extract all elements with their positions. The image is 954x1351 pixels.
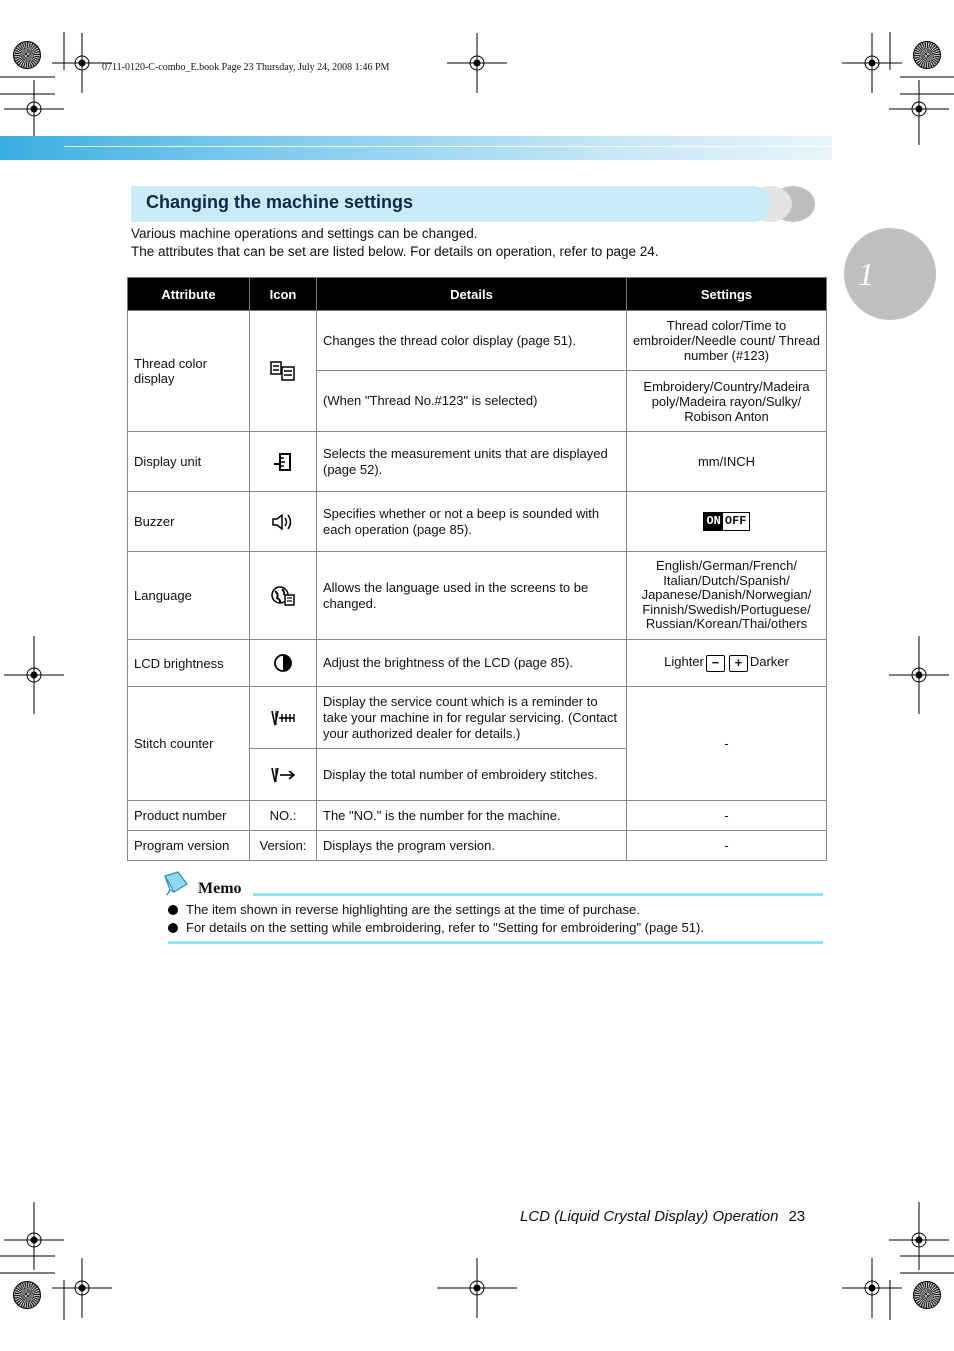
- total-count-icon: [270, 765, 296, 785]
- bullet-icon: [168, 923, 178, 933]
- table-row: [128, 640, 827, 687]
- top-color-band: [0, 136, 832, 160]
- table-row: [128, 687, 827, 749]
- table-header-row: [128, 278, 827, 311]
- memo-item: [168, 902, 640, 917]
- icon-cell: [250, 432, 317, 492]
- attribute-product-number: Product number: [128, 801, 250, 831]
- page-footer: [520, 1208, 805, 1225]
- table-row: [128, 492, 827, 552]
- product-number-icon-text: NO.:: [250, 801, 317, 831]
- settings-lcd-brightness: [627, 640, 827, 687]
- attribute-stitch-counter: Stitch counter: [128, 687, 250, 801]
- attribute-thread-color: Thread color display: [128, 311, 250, 432]
- memo-rule-top: [253, 893, 823, 896]
- darker-label: Darker: [749, 654, 789, 670]
- speaker-icon: [271, 512, 295, 532]
- on-label: ON: [706, 514, 721, 528]
- lighter-label: Lighter: [664, 654, 704, 670]
- header-settings: Settings: [627, 278, 827, 311]
- table-row: [128, 831, 827, 861]
- settings-stitch-counter: -: [627, 687, 827, 801]
- chapter-number: 1: [858, 256, 874, 292]
- table-row: [128, 311, 827, 371]
- settings-product-number: -: [627, 801, 827, 831]
- table-row: [128, 552, 827, 640]
- settings-thread-brand: Embroidery/Country/Madeira poly/Madeira rayon/Sulky/ Robison Anton: [627, 371, 827, 432]
- settings-program-version: -: [627, 831, 827, 861]
- icon-cell: [250, 749, 317, 801]
- bullet-icon: [168, 905, 178, 915]
- memo-item-text: The item shown in reverse highlighting are the settings at the time of purchase.: [186, 902, 640, 917]
- details-total-count: Display the total number of embroidery stitches.: [317, 749, 627, 801]
- settings-buzzer: [627, 492, 827, 552]
- icon-cell: [250, 552, 317, 640]
- plus-button: +: [729, 655, 748, 672]
- service-count-icon: [270, 708, 296, 728]
- icon-cell: [250, 311, 317, 432]
- icon-cell: [250, 640, 317, 687]
- table-row: [128, 432, 827, 492]
- page-number: 23: [788, 1208, 806, 1225]
- page-title: Changing the machine settings: [146, 192, 414, 212]
- top-band-divider: [64, 146, 832, 147]
- attribute-program-version: Program version: [128, 831, 250, 861]
- attribute-display-unit: Display unit: [128, 432, 250, 492]
- details-thread-color: Changes the thread color display (page 51).: [317, 311, 627, 371]
- details-lcd-brightness: Adjust the brightness of the LCD (page 85).: [317, 640, 627, 687]
- attribute-buzzer: Buzzer: [128, 492, 250, 552]
- footer-title: LCD (Liquid Crystal Display) Operation: [520, 1208, 779, 1225]
- settings-display-unit: mm/INCH: [627, 432, 827, 492]
- details-thread-number: (When "Thread No.#123" is selected): [317, 371, 627, 432]
- header-icon: Icon: [250, 278, 317, 311]
- memo-label: Memo: [198, 880, 242, 897]
- ruler-icon: [272, 452, 294, 472]
- memo-pencil-icon: [162, 870, 190, 896]
- details-product-number: The "NO." is the number for the machine.: [317, 801, 627, 831]
- details-program-version: Displays the program version.: [317, 831, 627, 861]
- header-file-info: 0711-0120-C-combo_E.book Page 23 Thursday, July 24, 2008 1:46 PM: [102, 62, 390, 73]
- settings-table: [127, 277, 827, 861]
- program-version-icon-text: Version:: [250, 831, 317, 861]
- intro-line-2: The attributes that can be set are listed below. For details on operation, refer to page 24.: [131, 244, 659, 259]
- memo-item-text: For details on the setting while embroidering, refer to "Setting for embroidering" (page 51).: [186, 920, 704, 935]
- memo-rule-bottom: [168, 941, 823, 944]
- on-off-toggle: [703, 512, 749, 531]
- details-buzzer: Specifies whether or not a beep is sounded with each operation (page 85).: [317, 492, 627, 552]
- header-details: Details: [317, 278, 627, 311]
- icon-cell: [250, 492, 317, 552]
- memo-item: [168, 920, 704, 935]
- details-display-unit: Selects the measurement units that are displayed (page 52).: [317, 432, 627, 492]
- details-service-count: Display the service count which is a reminder to take your machine in for regular servicing. (Contact your authorized dealer for details.): [317, 687, 627, 749]
- settings-language: English/German/French/ Italian/Dutch/Spanish/ Japanese/Danish/Norwegian/ Finnish/Swedish/Portuguese/ Russian/Korean/Thai/others: [627, 552, 827, 640]
- off-label: OFF: [724, 514, 747, 528]
- attribute-lcd-brightness: LCD brightness: [128, 640, 250, 687]
- icon-cell: [250, 687, 317, 749]
- intro-line-1: Various machine operations and settings can be changed.: [131, 226, 478, 241]
- table-row: [128, 801, 827, 831]
- attribute-language: Language: [128, 552, 250, 640]
- brightness-icon: [273, 653, 293, 673]
- settings-thread-color: Thread color/Time to embroider/Needle count/ Thread number (#123): [627, 311, 827, 371]
- thread-color-icon: [270, 360, 296, 382]
- details-language: Allows the language used in the screens to be changed.: [317, 552, 627, 640]
- globe-icon: [271, 585, 295, 607]
- header-attribute: Attribute: [128, 278, 250, 311]
- minus-button: −: [706, 655, 725, 672]
